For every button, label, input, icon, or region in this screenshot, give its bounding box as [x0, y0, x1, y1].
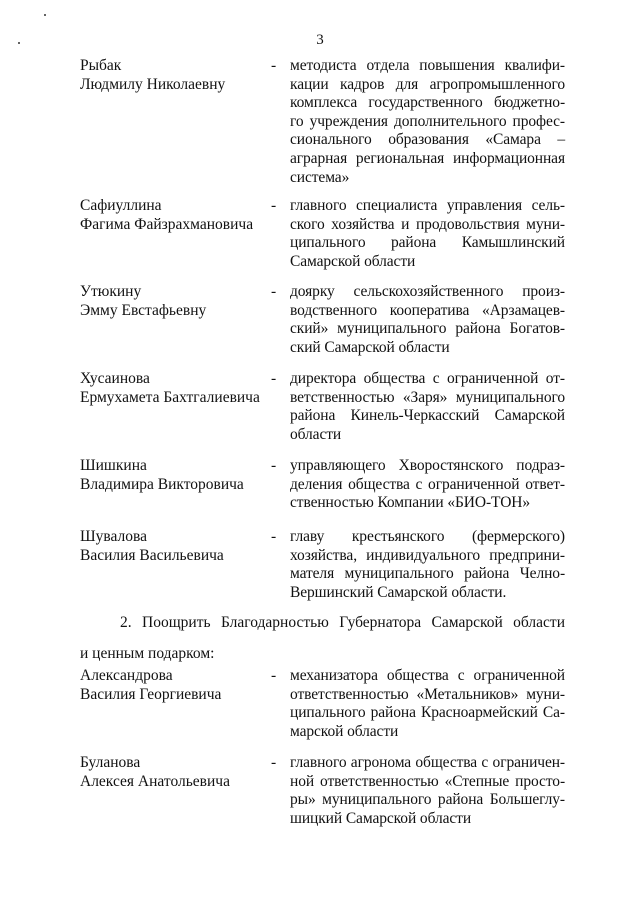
description-line: комплекса государственного бюджетно-	[290, 94, 565, 112]
paragraph-line: 2. Поощрить Благодарностью Губернатора Самарской области	[120, 614, 565, 631]
page-number: 3	[316, 32, 324, 48]
person-given-name: Василия Георгиевича	[80, 685, 222, 703]
person-description	[290, 528, 565, 602]
person-description	[290, 457, 565, 513]
person-surname: Хусаинова	[80, 370, 150, 387]
description-line: Самарской области	[290, 252, 416, 270]
description-line: ципального района Камышлинский	[290, 234, 565, 252]
paragraph-line: и ценным подарком:	[80, 644, 215, 662]
description-line: области	[290, 425, 342, 443]
description-line: доярку сельскохозяйственного произ-	[290, 283, 565, 300]
person-name	[80, 667, 265, 704]
person-surname: Шишкина	[80, 457, 147, 474]
person-name	[80, 283, 265, 320]
description-line: го учреждения дополнительного профес-	[290, 112, 565, 130]
entry-dash: -	[271, 528, 277, 545]
description-line: ответственностью «Метальников» муни-	[290, 685, 565, 703]
person-name	[80, 57, 265, 94]
person-given-name: Василия Васильевича	[80, 546, 224, 564]
entry-dash: -	[271, 457, 277, 474]
person-name	[80, 528, 265, 565]
description-line: хозяйства, индивидуального предприни-	[290, 546, 565, 564]
description-line: водственного кооператива «Арзамацев-	[290, 301, 565, 319]
description-line: ский» муниципального района Богатов-	[290, 320, 565, 338]
person-name	[80, 754, 265, 791]
description-line: управляющего Хворостянского подраз-	[290, 457, 565, 474]
description-line: мателя муниципального района Челно-	[290, 565, 565, 583]
description-line: ципального района Красноармейский Са-	[290, 704, 565, 722]
description-line: главу крестьянского (фермерского)	[290, 528, 565, 545]
entry-dash: -	[271, 197, 277, 214]
person-surname: Александрова	[80, 667, 173, 684]
description-line: система»	[290, 168, 350, 186]
section-paragraph	[80, 614, 565, 663]
description-line: ский Самарской области	[290, 338, 450, 356]
description-line: марской области	[290, 722, 399, 740]
description-line: методиста отдела повышения квалифи-	[290, 57, 565, 74]
person-description	[290, 197, 565, 271]
person-surname: Шувалова	[80, 528, 147, 545]
description-line: аграрная региональная информационная	[290, 149, 565, 167]
description-line: главного специалиста управления сель-	[290, 197, 565, 214]
entry-dash: -	[271, 57, 277, 74]
person-surname: Утюкину	[80, 283, 142, 300]
entry-dash: -	[271, 370, 277, 387]
entry-dash: -	[271, 754, 277, 771]
description-line: Вершинский Самарской области.	[290, 583, 507, 601]
person-surname: Рыбак	[80, 57, 122, 74]
person-name	[80, 457, 265, 494]
description-line: района Кинель-Черкасский Самарской	[290, 407, 565, 425]
entry-dash: -	[271, 283, 277, 300]
person-name	[80, 370, 265, 407]
person-description	[290, 370, 565, 444]
person-description	[290, 283, 565, 357]
person-name	[80, 197, 265, 234]
person-surname: Сафиуллина	[80, 197, 162, 214]
person-surname: Буланова	[80, 754, 141, 771]
person-description	[290, 667, 565, 741]
person-given-name: Владимира Викторовича	[80, 475, 244, 493]
description-line: ского хозяйства и продовольствия муни-	[290, 215, 565, 233]
description-line: кации кадров для агропромышленного	[290, 75, 565, 93]
person-given-name: Ермухамета Бахтгалиевича	[80, 388, 260, 406]
description-line: ры» муниципального района Большеглу-	[290, 791, 565, 809]
description-line: деления общества с ограниченной ответ-	[290, 475, 565, 493]
description-line: ственностью Компании «БИО-ТОН»	[290, 494, 531, 512]
description-line: ветственностью «Заря» муниципального	[290, 388, 565, 406]
description-line: директора общества с ограниченной от-	[290, 370, 565, 387]
person-description	[290, 57, 565, 187]
person-given-name: Эмму Евстафьевну	[80, 301, 207, 319]
person-given-name: Алексея Анатольевича	[80, 772, 230, 790]
description-line: шицкий Самарской области	[290, 809, 472, 827]
person-given-name: Фагима Файзрахмановича	[80, 215, 254, 233]
description-line: сионального образования «Самара –	[290, 131, 565, 149]
person-given-name: Людмилу Николаевну	[80, 75, 226, 93]
description-line: ной ответственностью «Степные просто-	[290, 772, 565, 790]
entry-dash: -	[271, 667, 277, 684]
scan-speck	[44, 14, 46, 16]
description-line: главного агронома общества с ограничен-	[290, 754, 565, 771]
person-description	[290, 754, 565, 828]
description-line: механизатора общества с ограниченной	[290, 667, 565, 684]
